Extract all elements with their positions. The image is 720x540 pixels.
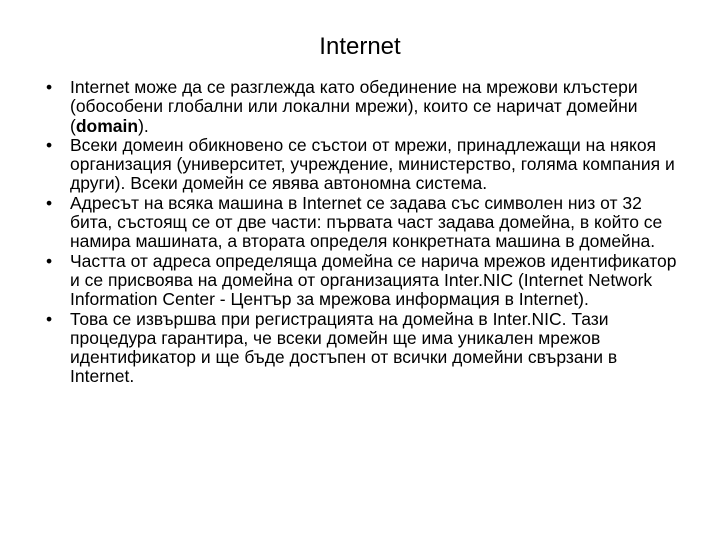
- bullet-text: [70, 77, 638, 136]
- bullet-marker: •: [46, 134, 53, 155]
- bullet-text: Това се извършва при регистрацията на домейна в Inter.NIC. Тази процедура гарантира, че всеки домейн ще има уникален мрежов идентификатор и ще бъде достъпен от всички домейни свързани в Internet.: [70, 308, 618, 387]
- bullet-text-start: Internet може да се разглежда като обединение на мрежови клъстери (обособени глобални или локални мрежи), които се наричат домейни (: [70, 77, 638, 136]
- bullet-item-organization: [46, 136, 686, 194]
- bullet-item-address: [46, 194, 686, 252]
- bullet-marker: •: [46, 192, 53, 213]
- bullet-marker: •: [46, 77, 53, 97]
- domain-term: domain: [75, 115, 139, 136]
- bullet-item-domains: [46, 78, 686, 136]
- bullet-list: [46, 78, 686, 387]
- bullet-marker: •: [46, 308, 53, 329]
- bullet-text: Адресът на всяка машина в Internet се задава със символен низ от 32 бита, състоящ се от две части: първата част задава домейна, в който се намира машината, а втората определя конкретната машина в домейна.: [70, 192, 663, 252]
- bullet-item-network-id: [46, 252, 686, 310]
- bullet-text-end: ).: [138, 115, 149, 136]
- bullet-text: Частта от адреса определяща домейна се нарича мрежов идентификатор и се присвоява на домейна от организацията Inter.NIC (Internet Network Information Center - Център за мрежова информация в Internet).: [70, 250, 677, 310]
- bullet-marker: •: [46, 250, 53, 271]
- bullet-item-registration: [46, 310, 686, 387]
- slide-title: Internet: [319, 33, 401, 60]
- bullet-text: Всеки домеин обикновено се състои от мрежи, принадлежащи на някоя организация (университет, учреждение, министерство, голяма компания и други). Всеки домейн се явява автономна система.: [70, 134, 675, 194]
